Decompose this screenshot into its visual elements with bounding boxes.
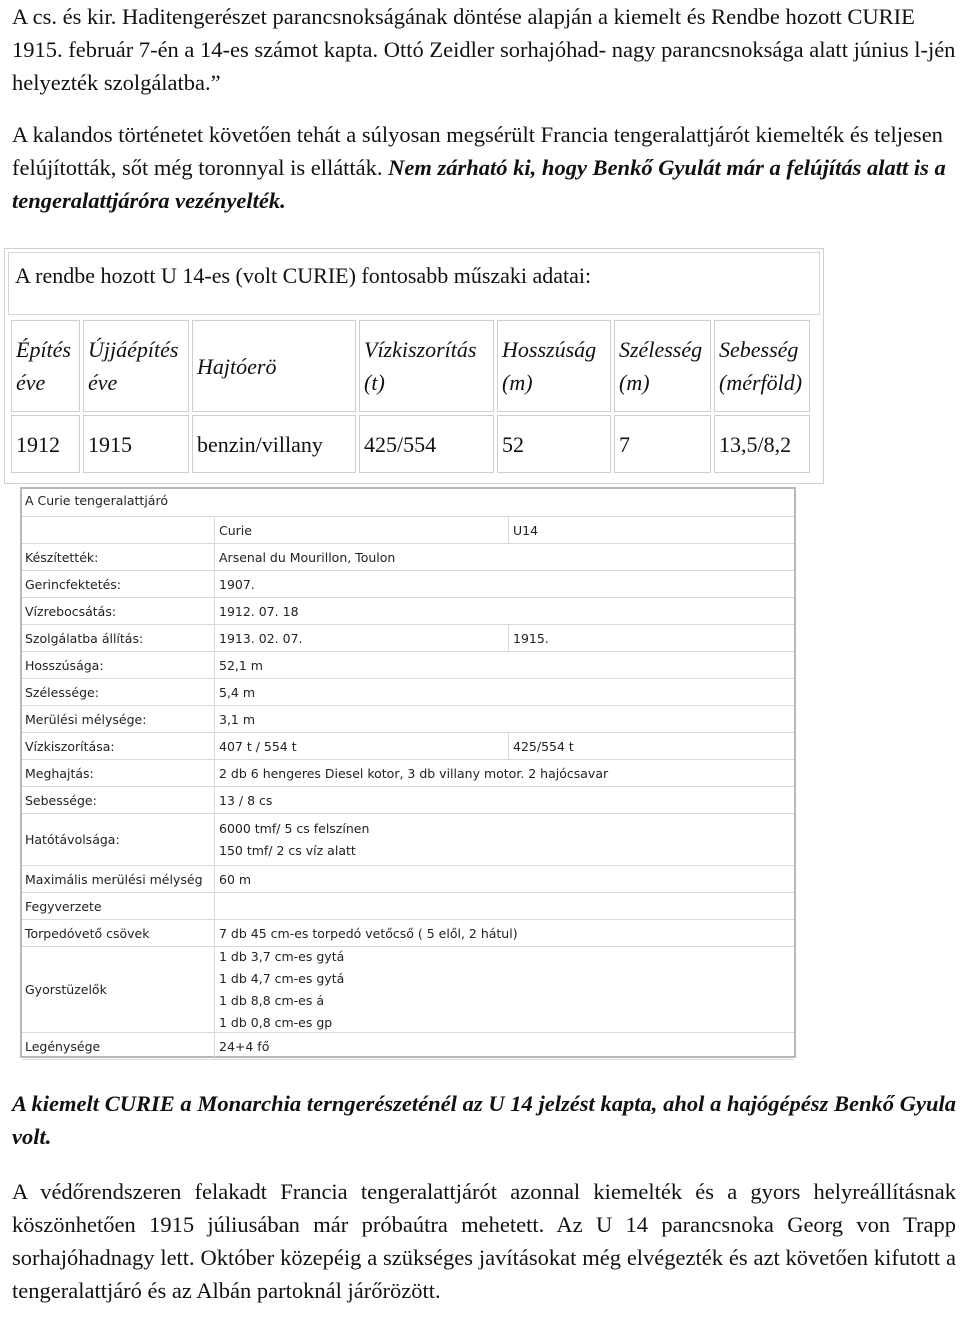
curie-row-value: 13 / 8 cs [214, 787, 794, 813]
curie-row-label: Hatótávolsága: [25, 832, 120, 847]
data-cell: 1915 [83, 415, 189, 473]
story-emphasis: Nem zárható ki, hogy Benkő Gyulát már a felújítás alatt is a tengeralattjáróra vezényelték. [12, 155, 946, 213]
curie-row-value-u14: 1915. [508, 625, 794, 651]
curie-row [22, 625, 794, 652]
data-cell: 7 [614, 415, 711, 473]
data-cell: 13,5/8,2 [714, 415, 810, 473]
curie-row-value: 24+4 fő [214, 1033, 794, 1059]
curie-row [22, 652, 794, 679]
specs-caption: A rendbe hozott U 14-es (volt CURIE) fontosabb műszaki adatai: [8, 252, 820, 315]
specs-header-row [11, 320, 810, 412]
curie-value-line: 1 db 8,8 cm-es á [219, 992, 325, 1008]
curie-row-label: Maximális merülési mélység [25, 871, 203, 887]
empty-cell [22, 517, 214, 543]
header-cell: Újjáépítés éve [83, 320, 189, 412]
data-cell: benzin/villany [192, 415, 356, 473]
curie-value-line: 6000 tmf/ 5 cs felszínen [219, 820, 370, 836]
curie-row-label: Fegyverzete [25, 898, 102, 914]
story-paragraph [12, 118, 956, 217]
header-cell: Sebesség (mérföld) [714, 320, 810, 412]
specs-table [4, 248, 824, 484]
curie-row-label: Vízrebocsátás: [25, 603, 117, 619]
header-cell: Építés éve [11, 320, 80, 412]
curie-row-value [214, 947, 794, 1032]
curie-row-value: 1912. 07. 18 [214, 598, 794, 624]
curie-row-label: Sebessége: [25, 792, 97, 808]
curie-title: A Curie tengeralattjáró [25, 493, 168, 508]
intro-paragraph: A cs. és kir. Haditengerészet parancsnokságának döntése alapján a kiemelt és Rendbe hozott CURIE 1915. február 7-én a 14-es számot kapta. Ottó Zeidler sorhajóhad- nagy parancsnoksága alatt június l-jén helyezték szolgálatba.” [12, 4, 956, 95]
curie-row-label: Vízkiszorítása: [25, 738, 115, 754]
curie-value-line: 1 db 4,7 cm-es gytá [219, 970, 345, 986]
header-cell: Szélesség (m) [614, 320, 711, 412]
curie-row [22, 947, 794, 1033]
curie-row-label: Készítették: [25, 549, 99, 565]
curie-data-table [20, 487, 796, 1058]
curie-row [22, 706, 794, 733]
curie-row-value [214, 893, 794, 919]
curie-value-line: 1 db 3,7 cm-es gytá [219, 948, 345, 964]
header-cell: Hajtóerö [192, 320, 356, 412]
curie-row-value [214, 814, 794, 865]
header-cell: Hosszúság (m) [497, 320, 611, 412]
curie-row [22, 544, 794, 571]
curie-row-label: Szélessége: [25, 684, 99, 700]
curie-row [22, 598, 794, 625]
curie-row [22, 1033, 794, 1060]
header-cell: Vízkiszorítás (t) [359, 320, 494, 412]
curie-row-label: Gyorstüzelők [25, 982, 107, 997]
curie-row-value: 5,4 m [214, 679, 794, 705]
curie-row-value: 1907. [214, 571, 794, 597]
specs-data-row [11, 415, 810, 473]
curie-row-value: 3,1 m [214, 706, 794, 732]
curie-row-value-curie: 407 t / 554 t [214, 733, 508, 759]
specs-grid [8, 317, 813, 476]
curie-row-label: Torpedóvető csövek [25, 925, 150, 941]
curie-row [22, 571, 794, 598]
story-text: A kalandos történetet követően tehát a súlyosan megsérült Francia tengeralattjárót kiemelték és teljesen felújították, sőt még toronnyal is ellátták. [12, 122, 943, 180]
curie-title-row [22, 489, 794, 517]
data-cell: 52 [497, 415, 611, 473]
curie-row [22, 760, 794, 787]
curie-row-value-u14: 425/554 t [508, 733, 794, 759]
curie-row-value-curie: 1913. 02. 07. [214, 625, 508, 651]
curie-row-label: Merülési mélysége: [25, 711, 147, 727]
u14-paragraph: A kiemelt CURIE a Monarchia terngerészeténél az U 14 jelzést kapta, ahol a hajógépész Benkő Gyula volt. [12, 1091, 956, 1149]
curie-value-line: 150 tmf/ 2 cs víz alatt [219, 842, 356, 858]
curie-row-label: Szolgálatba állítás: [25, 630, 144, 646]
curie-row-value: 7 db 45 cm-es torpedó vetőcső ( 5 elől, 2 hátul) [214, 920, 794, 946]
curie-row-label: Gerincfektetés: [25, 576, 122, 592]
repair-paragraph: A védőrendszeren felakadt Francia tengeralattjárót azonnal kiemelték és a gyors helyreállításnak köszönhetően 1915 júliusában már próbaútra mehetett. Az U 14 parancsnoka Georg von Trapp sorhajóhadnagy lett. Október közepéig a szükséges javításokat még elvégezték és azt követően kifutott a tengeralattjáró és az Albán partoknál járőrözött. [12, 1179, 956, 1303]
curie-row [22, 679, 794, 706]
curie-row [22, 814, 794, 866]
curie-value-line: 1 db 0,8 cm-es gp [219, 1014, 333, 1030]
curie-row [22, 920, 794, 947]
col-header-curie: Curie [214, 517, 508, 543]
col-header-u14: U14 [508, 517, 794, 543]
curie-row-value: 2 db 6 hengeres Diesel kotor, 3 db villany motor. 2 hajócsavar [214, 760, 794, 786]
data-cell: 425/554 [359, 415, 494, 473]
curie-row [22, 893, 794, 920]
curie-row-label: Legénysége [25, 1038, 101, 1054]
data-cell: 1912 [11, 415, 80, 473]
curie-row-value: 52,1 m [214, 652, 794, 678]
curie-row-label: Meghajtás: [25, 765, 94, 781]
curie-row-label: Hosszúsága: [25, 657, 104, 673]
curie-row [22, 866, 794, 893]
curie-row-value: Arsenal du Mourillon, Toulon [214, 544, 794, 570]
curie-row [22, 733, 794, 760]
curie-row [22, 787, 794, 814]
curie-row-value: 60 m [214, 866, 794, 892]
curie-header-row [22, 517, 794, 544]
